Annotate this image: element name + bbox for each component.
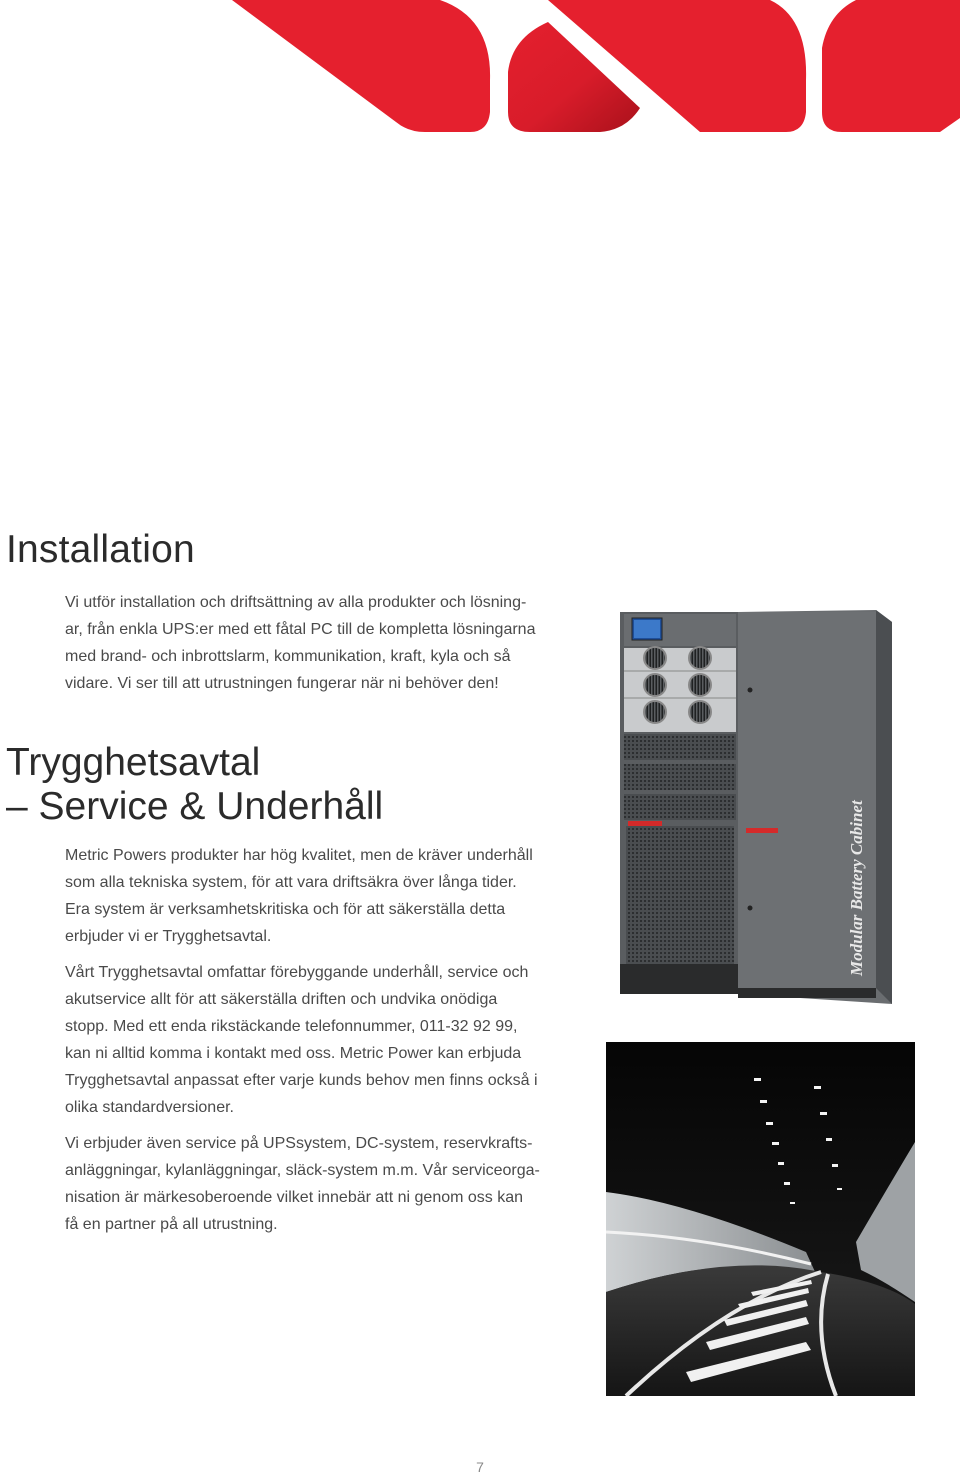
service-paragraph-3 <box>65 1130 565 1238</box>
service-heading <box>6 741 383 829</box>
text-line: ar, från enkla UPS:er med ett fåtal PC till de kompletta lösningarna <box>65 621 536 638</box>
ups-cabinet-photo <box>612 608 896 1008</box>
text-line: Vi utför installation och driftsättning av alla produkter och lösning- <box>65 594 527 611</box>
chevron-shape-1 <box>232 0 490 132</box>
service-paragraph-1 <box>65 842 565 950</box>
service-heading-line1: Trygghetsavtal <box>6 741 261 784</box>
service-paragraph-2 <box>65 959 565 1121</box>
cabinet-label: Modular Battery Cabinet <box>847 800 866 976</box>
page-number: 7 <box>476 1459 484 1475</box>
installation-paragraph <box>65 589 565 697</box>
text-line: akutservice allt för att säkerställa driften och undvika onödiga <box>65 991 498 1008</box>
tunnel-photo <box>606 1042 915 1396</box>
text-line: olika standardversioner. <box>65 1099 234 1116</box>
text-line: få en partner på all utrustning. <box>65 1216 278 1233</box>
text-line: Trygghetsavtal anpassat efter varje kunds behov men finns också i <box>65 1072 538 1089</box>
door-handle <box>746 828 778 833</box>
text-line: Vi erbjuder även service på UPSsystem, DC-system, reservkrafts- <box>65 1135 533 1152</box>
chevron-shape-4 <box>822 0 960 132</box>
text-line: nisation är märkesoberoende vilket innebär att ni genom oss kan <box>65 1189 524 1206</box>
service-heading-line2: – Service & Underhåll <box>6 785 384 828</box>
brand-chevron-banner <box>0 0 960 140</box>
text-line: med brand- och inbrottslarm, kommunikation, kraft, kyla och så <box>65 648 511 665</box>
text-line: erbjuder vi er Trygghetsavtal. <box>65 928 272 945</box>
text-line: stopp. Med ett enda rikstäckande telefonnummer, 011-32 92 99, <box>65 1018 518 1035</box>
text-line: kan ni alltid komma i kontakt med oss. Metric Power kan erbjuda <box>65 1045 522 1062</box>
text-line: Era system är verksamhetskritiska och för att säkerställa detta <box>65 901 506 918</box>
door-handle <box>628 821 662 826</box>
text-line: som alla tekniska system, för att vara driftsäkra över långa tider. <box>65 874 517 891</box>
text-line: Metric Powers produkter har hög kvalitet, men de kräver underhåll <box>65 847 533 864</box>
text-line: anläggningar, kylanläggningar, släck-system m.m. Vår serviceorga- <box>65 1162 540 1179</box>
installation-heading: Installation <box>6 528 195 571</box>
text-line: vidare. Vi ser till att utrustningen fungerar när ni behöver den! <box>65 675 499 692</box>
text-line: Vårt Trygghetsavtal omfattar förebyggande underhåll, service och <box>65 964 529 981</box>
